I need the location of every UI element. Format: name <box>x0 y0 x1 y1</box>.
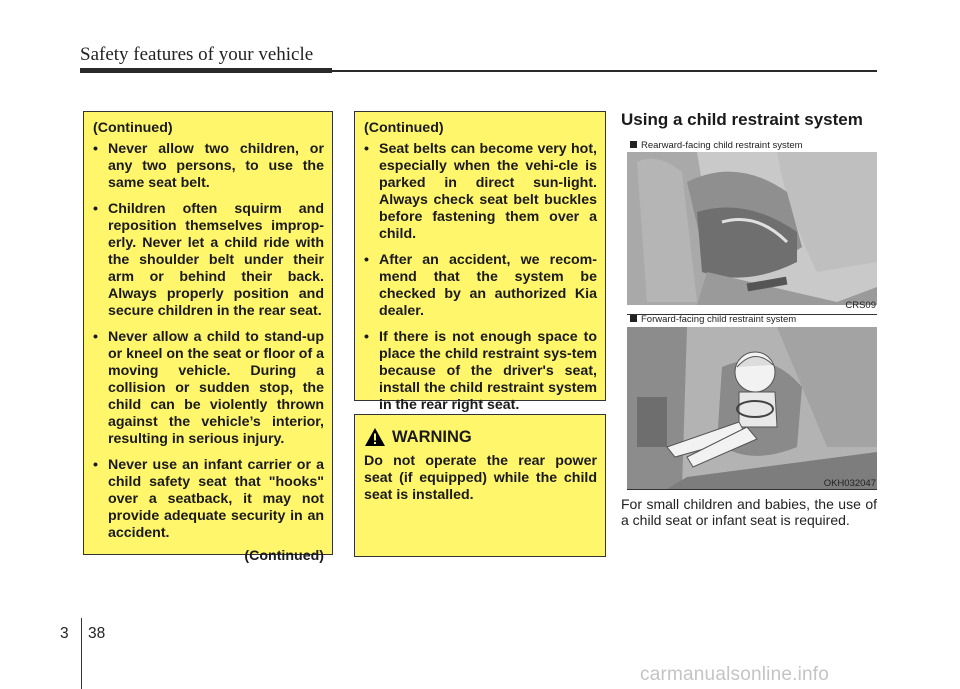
bullet-text: After an accident, we recom-mend that the system be checked by an authorized Kia dealer. <box>379 252 597 319</box>
bullet-list <box>93 141 324 542</box>
figure-code: CRS09 <box>845 300 876 311</box>
chapter-number: 3 <box>60 625 69 642</box>
header-rule <box>80 70 877 72</box>
square-bullet-icon <box>630 141 637 148</box>
page-number-divider <box>81 618 82 689</box>
figure-code: OKH032047 <box>823 478 876 489</box>
rear-facing-seat-image <box>627 152 877 305</box>
section-body-text: For small children and babies, the use of a child seat or infant seat is required. <box>621 496 877 528</box>
bullet-text: If there is not enough space to place the child restraint sys-tem because of the driver's seat, install the child restraint system in the rear right seat. <box>379 329 597 413</box>
continued-label-top: (Continued) <box>93 120 173 136</box>
forward-facing-seat-image <box>627 327 877 489</box>
bullet-text: Never allow a child to stand-up or kneel on the seat or floor of a moving vehicle. During a collision or sudden stop, the child can be violently thrown against the vehicle’s interior, resulting in serious injury. <box>108 329 324 447</box>
forward-facing-seat-illustration <box>627 327 877 489</box>
figure-caption: Forward-facing child restraint system <box>630 314 796 325</box>
square-bullet-icon <box>630 315 637 322</box>
page-header-title: Safety features of your vehicle <box>80 44 314 65</box>
bullet-text: Never allow two children, or any two persons, to use the same seat belt. <box>108 141 324 191</box>
warning-box <box>354 414 606 557</box>
bullet-list <box>364 141 597 414</box>
bullet-text: Never use an infant carrier or a child safety seat that "hooks" over a seatback, it may not provide adequate security in an accident. <box>108 457 324 541</box>
caution-box-middle <box>354 111 606 413</box>
list-item: • If there is not enough space to place the child restraint sys-tem because of the driver's seat, install the child restraint system in the rear right seat. <box>364 329 597 413</box>
bullet-text: Seat belts can become very hot, especially when the vehi-cle is parked in direct sun-light. Always check seat belt buckles before fastening them over a child. <box>379 141 597 242</box>
list-item: • Never allow two children, or any two persons, to use the same seat belt. <box>93 141 324 191</box>
watermark: carmanualsonline.info <box>640 664 830 685</box>
list-item: • Never allow a child to stand-up or kneel on the seat or floor of a moving vehicle. During a collision or sudden stop, the child can be violently thrown against the vehicle’s interior, resulting in serious injury. <box>93 329 324 447</box>
continued-label-bottom: (Continued) <box>244 548 324 564</box>
list-item: • Seat belts can become very hot, especially when the vehi-cle is parked in direct sun-light. Always check seat belt buckles before fastening them over a child. <box>364 141 597 242</box>
list-item: • Never use an infant carrier or a child safety seat that "hooks" over a seatback, it may not provide adequate security in an accident. <box>93 457 324 541</box>
warning-triangle-icon <box>364 427 386 447</box>
page-number: 38 <box>88 625 106 642</box>
continued-label-top: (Continued) <box>364 120 444 136</box>
figure-caption: Rearward-facing child restraint system <box>630 140 803 151</box>
warning-heading-text: WARNING <box>392 427 472 446</box>
list-item: • After an accident, we recom-mend that the system be checked by an authorized Kia dealer. <box>364 252 597 319</box>
warning-heading <box>364 427 597 447</box>
list-item: • Children often squirm and reposition themselves improp-erly. Never let a child ride with the shoulder belt under their arm or behind their back. Always properly position and secure children in the rear seat. <box>93 201 324 319</box>
figure-rule <box>627 489 877 490</box>
caution-box-left <box>83 111 333 564</box>
section-title: Using a child restraint system <box>621 110 863 129</box>
rear-facing-seat-illustration <box>627 152 877 305</box>
bullet-text: Children often squirm and reposition themselves improp-erly. Never let a child ride with the shoulder belt under their arm or behind their back. Always properly position and secure children in the rear seat. <box>108 201 324 319</box>
warning-text: Do not operate the rear power seat (if equipped) while the child seat is installed. <box>364 453 597 503</box>
